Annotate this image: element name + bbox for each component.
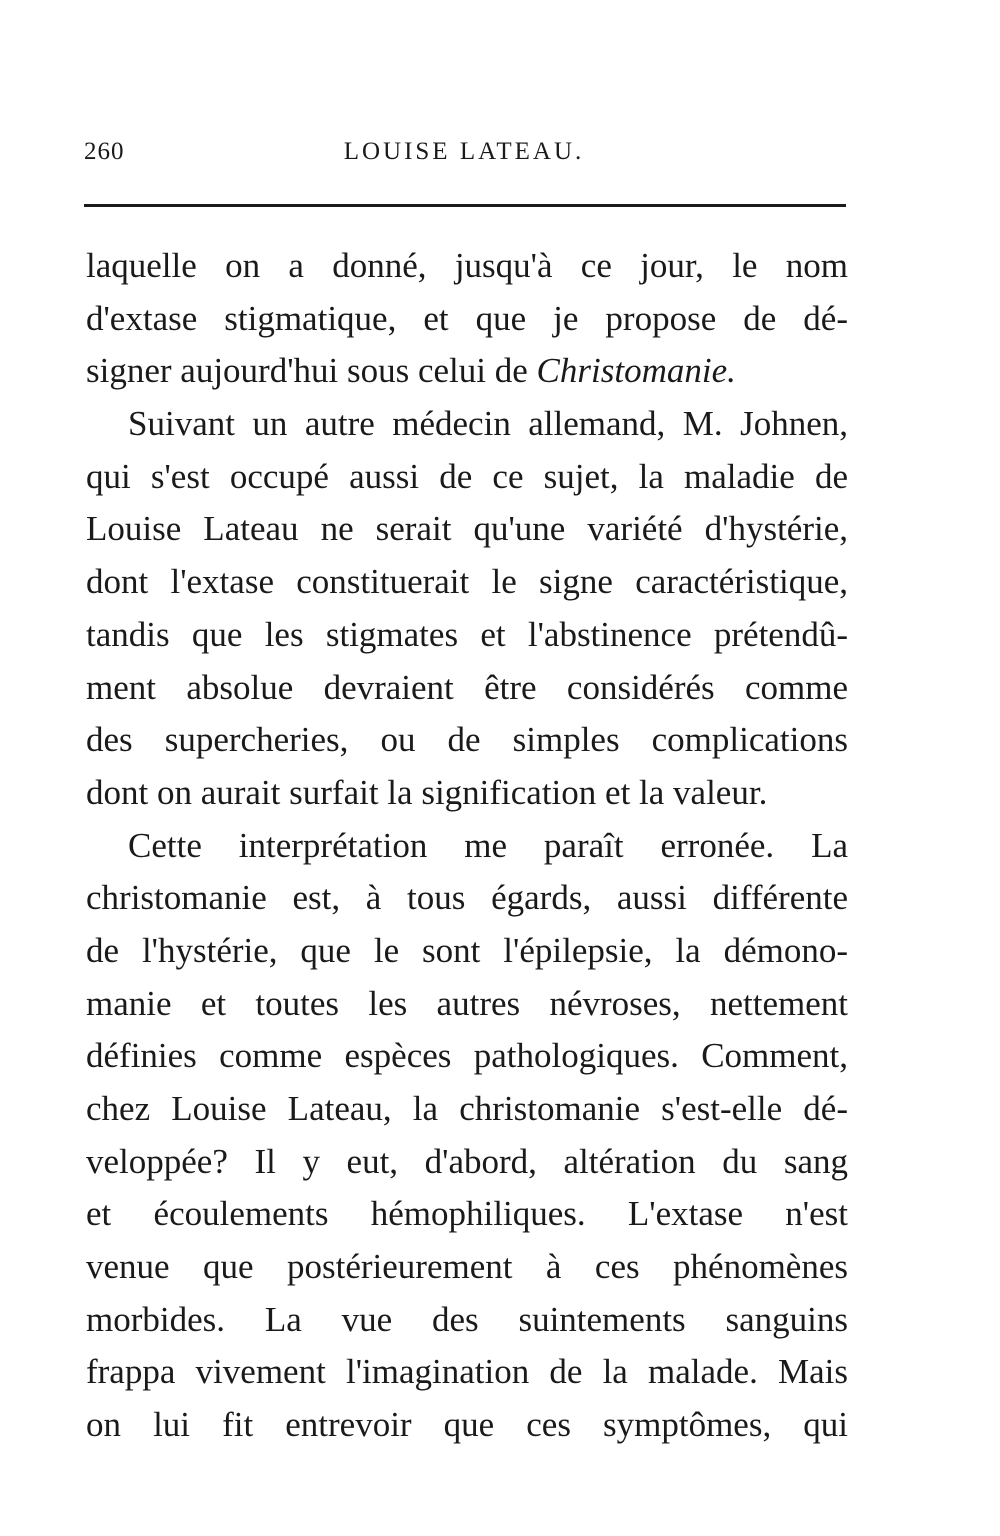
paragraph-first-line: Cette interprétation me paraît erronée. La (128, 825, 848, 865)
text-line: morbides. La vue des suintements sanguins (86, 1299, 848, 1339)
page-number: 260 (84, 138, 125, 165)
italic-term: Christomanie. (536, 351, 736, 391)
text-line: de l'hystérie, que le sont l'épilepsie, la démono- (86, 930, 848, 970)
paragraph-first-line: Suivant un autre médecin allemand, M. Johnen, (128, 404, 848, 444)
text-line: dont on aurait surfait la signification et la valeur. (86, 772, 768, 812)
text-line: et écoulements hémophiliques. L'extase n'est (86, 1194, 848, 1234)
text-line (86, 345, 848, 398)
header-rule (84, 204, 846, 207)
text-line: Louise Lateau ne serait qu'une variété d'hystérie, (86, 509, 848, 549)
text-line: laquelle on a donné, jusqu'à ce jour, le nom (86, 246, 848, 285)
text-line: chez Louise Lateau, la christomanie s'est-elle dé- (86, 1089, 848, 1128)
running-title: LOUISE LATEAU. (343, 138, 585, 165)
text-line: manie et toutes les autres névroses, nettement (86, 983, 848, 1023)
page-header (84, 138, 844, 178)
text-line: frappa vivement l'imagination de la malade. Mais (86, 1352, 848, 1392)
text-fragment: signer aujourd'hui sous celui de (86, 351, 528, 391)
text-line: qui s'est occupé aussi de ce sujet, la maladie de (86, 456, 848, 496)
text-line: d'extase stigmatique, et que je propose de dé- (86, 298, 848, 338)
text-line: on lui fit entrevoir que ces symptômes, qui (86, 1405, 848, 1445)
text-line: dont l'extase constituerait le signe caractéristique, (86, 562, 848, 602)
text-line: christomanie est, à tous égards, aussi différente (86, 878, 848, 918)
text-line: des supercheries, ou de simples complications (86, 720, 848, 760)
text-line: définies comme espèces pathologiques. Comment, (86, 1036, 848, 1076)
body-text (86, 240, 848, 1452)
text-line: ment absolue devraient être considérés comme (86, 667, 848, 707)
text-line: veloppée? Il y eut, d'abord, altération du sang (86, 1141, 848, 1181)
text-line: venue que postérieurement à ces phénomènes (86, 1247, 848, 1287)
text-line: tandis que les stigmates et l'abstinence prétendû- (86, 614, 848, 654)
